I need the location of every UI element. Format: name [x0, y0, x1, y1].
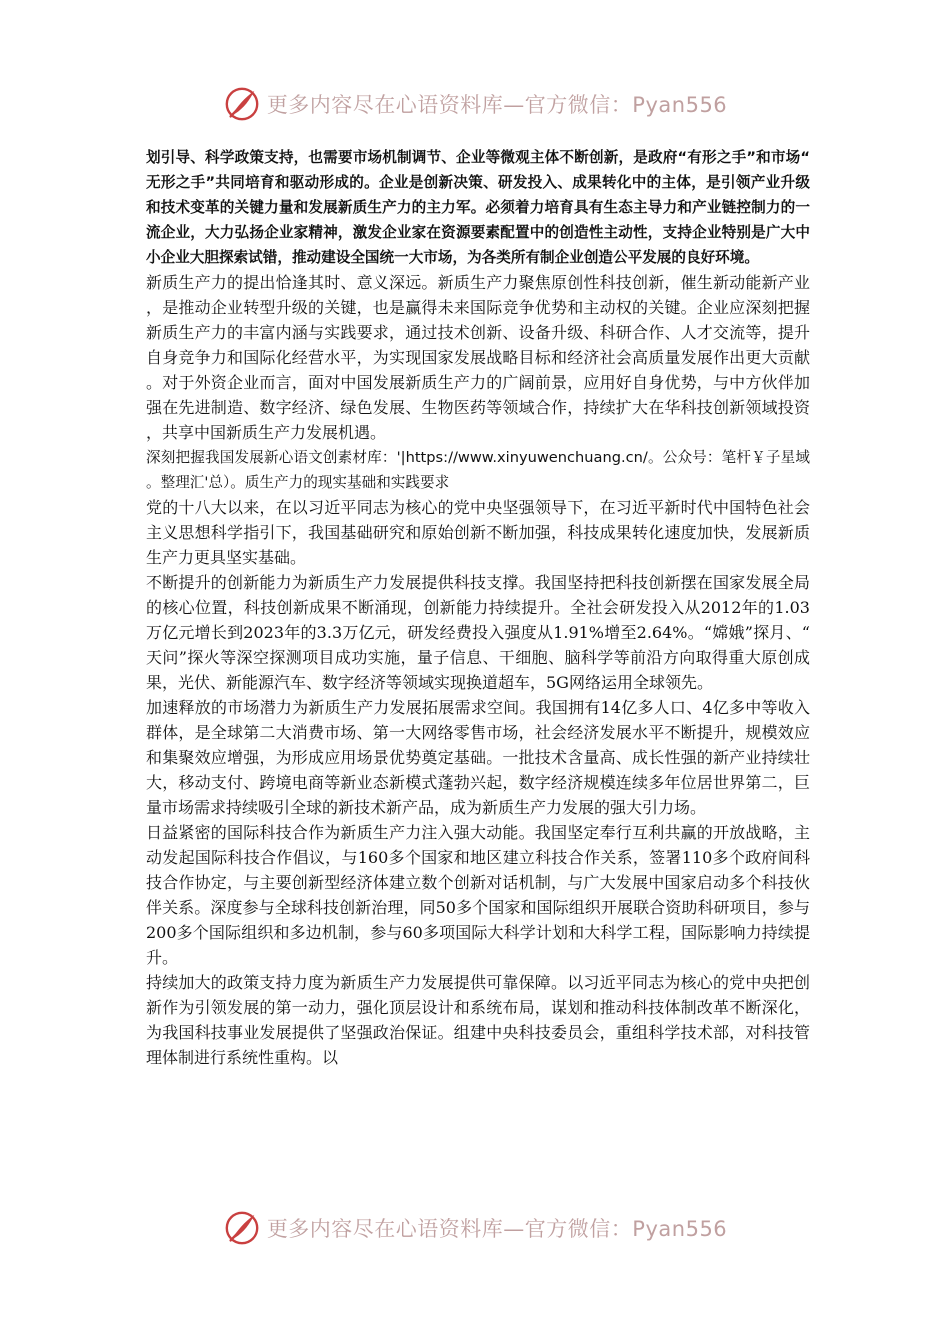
paragraph: 党的十八大以来，在以习近平同志为核心的党中央坚强领导下，在习近平新时代中国特色社会主义思想科学指引下，我国基础研究和原始创新不断加强，科技成果转化速度加快，发展新质生产力更具坚实基础。 [146, 498, 810, 567]
section-heading: 深刻把握我国发展新心语文创素材库：'|https://www.xinyuwenchuang.cn/。公众号：笔杆￥子星域。整理汇'总）。质生产力的现实基础和实践要求 [146, 449, 810, 491]
paragraph: 持续加大的政策支持力度为新质生产力发展提供可靠保障。以习近平同志为核心的党中央把创新作为引领发展的第一动力，强化顶层设计和系统布局，谋划和推动科技体制改革不断深化，为我国科技事业发展提供了坚强政治保证。组建中央科技委员会，重组科学技术部，对科技管理体制进行系统性重构。以 [146, 973, 810, 1067]
document-body [146, 145, 810, 1070]
banner-text: 更多内容尽在心语资料库—官方微信：Pyan556 [266, 1217, 728, 1241]
footer-banner [0, 1206, 950, 1250]
paragraph: 加速释放的市场潜力为新质生产力发展拓展需求空间。我国拥有14亿多人口、4亿多中等收入群体，是全球第二大消费市场、第一大网络零售市场，社会经济发展水平不断提升，规模效应和集聚效应增强，为形成应用场景优势奠定基础。一批技术含量高、成长性强的新产业持续壮大，移动支付、跨境电商等新业态新模式蓬勃兴起，数字经济规模连续多年位居世界第二，巨量市场需求持续吸引全球的新技术新产品，成为新质生产力发展的强大引力场。 [146, 698, 810, 817]
banner-text: 更多内容尽在心语资料库—官方微信：Pyan556 [266, 93, 728, 117]
paragraph: 新质生产力的提出恰逢其时、意义深远。新质生产力聚焦原创性科技创新，催生新动能新产业，是推动企业转型升级的关键，也是赢得未来国际竞争优势和主动权的关键。企业应深刻把握新质生产力的丰富内涵与实践要求，通过技术创新、设备升级、科研合作、人才交流等，提升自身竞争力和国际化经营水平，为实现国家发展战略目标和经济社会高质量发展作出更大贡献。对于外资企业而言，面对中国发展新质生产力的广阔前景，应用好自身优势，与中方伙伴加强在先进制造、数字经济、绿色发展、生物医药等领域合作，持续扩大在华科技创新领域投资，共享中国新质生产力发展机遇。 [146, 273, 810, 442]
quill-logo-icon [223, 85, 261, 123]
header-banner [0, 82, 950, 126]
paragraph: 日益紧密的国际科技合作为新质生产力注入强大动能。我国坚定奉行互利共赢的开放战略，主动发起国际科技合作倡议，与160多个国家和地区建立科技合作关系，签署110多个政府间科技合作协定，与主要创新型经济体建立数个创新对话机制，与广大发展中国家启动多个科技伙伴关系。深度参与全球科技创新治理，同50多个国家和国际组织开展联合资助科研项目，参与200多个国际组织和多边机制，参与60多项国际大科学计划和大科学工程，国际影响力持续提升。 [146, 823, 810, 967]
paragraph: 划引导、科学政策支持，也需要市场机制调节、企业等微观主体不断创新，是政府“有形之手”和市场“无形之手”共同培育和驱动形成的。企业是创新决策、研发投入、成果转化中的主体，是引领产业升级和技术变革的关键力量和发展新质生产力的主力军。必须着力培育具有生态主导力和产业链控制力的一流企业，大力弘扬企业家精神，激发企业家在资源要素配置中的创造性主动性，支持企业特别是广大中小企业大胆探索试错，推动建设全国统一大市场，为各类所有制企业创造公平发展的良好环境。 [146, 149, 810, 266]
quill-logo-icon [223, 1209, 261, 1247]
paragraph: 不断提升的创新能力为新质生产力发展提供科技支撑。我国坚持把科技创新摆在国家发展全局的核心位置，科技创新成果不断涌现，创新能力持续提升。全社会研发投入从2012年的1.03万亿元增长到2023年的3.3万亿元，研发经费投入强度从1.91%增至2.64%。“嫦娥”探月、“天问”探火等深空探测项目成功实施，量子信息、干细胞、脑科学等前沿方向取得重大原创成果，光伏、新能源汽车、数字经济等领域实现换道超车，5G网络运用全球领先。 [146, 573, 810, 692]
